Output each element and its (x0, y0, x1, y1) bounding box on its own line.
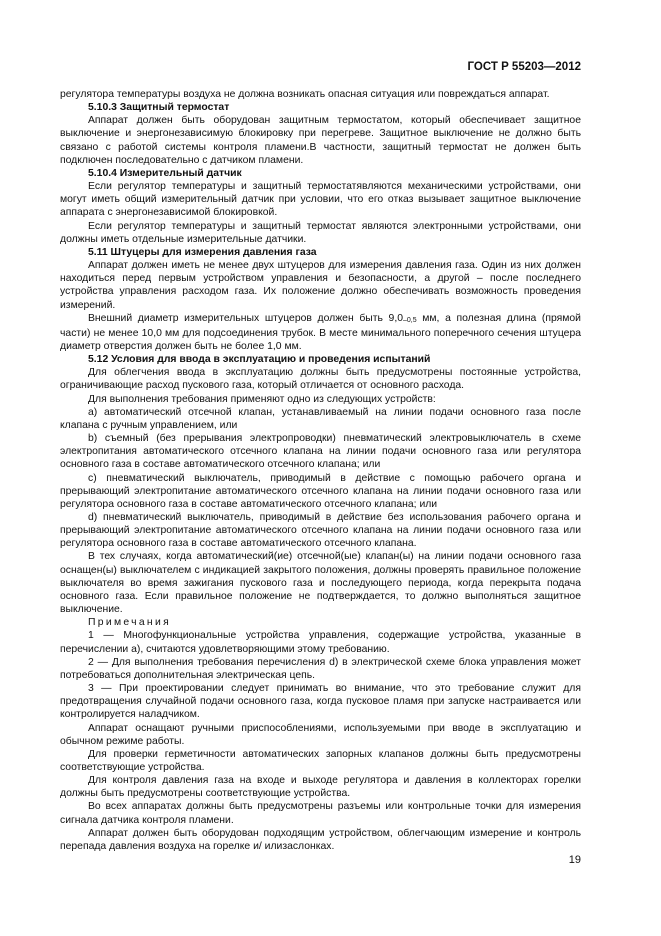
paragraph: В тех случаях, когда автоматический(ие) отсечной(ые) клапан(ы) на линии подачи основного газа оснащен(ы) выключателем с индикацией закрытого положения, должны проверять правильное положение выключателя во время зажигания пускового газа и последующего периода, когда перекрыта подача основного газа. Если правильное положение не подтверждается, то должно выполняться защитное выключение. (60, 551, 581, 616)
page-number: 19 (568, 854, 581, 866)
paragraph: Аппарат должен быть оборудован защитным термостатом, который обеспечивает защитное выключение и энергонезависимую блокировку при перегреве. Защитное выключение не должно быть связано с работой системы контроля пламени.В частности, защитный термостат не должен быть подключен последовательно с датчиком пламени. (60, 115, 581, 166)
paragraph: Аппарат оснащают ручными приспособлениями, используемыми при вводе в эксплуатацию и обычном режиме работы. (60, 722, 581, 747)
section-heading-5-10-3: 5.10.3 Защитный термостат (88, 102, 230, 114)
paragraph: Для контроля давления газа на входе и выходе регулятора и давления в коллекторах горелки должны быть предусмотрены соответствующие устройства. (60, 775, 581, 800)
list-item-a: а) автоматический отсечной клапан, устанавливаемый на линии подачи основного газа после клапана с ручным управлением, или (60, 406, 581, 431)
note-3: 3 — При проектировании следует принимать во внимание, что это требование служит для предотвращения случайной подачи основного газа, когда пусковое пламя при запуске настраивается или контролируется наладчиком. (60, 683, 581, 721)
note-1: 1 — Многофункциональные устройства управления, содержащие устройства, указанные в перечислении а), считаются удовлетворяющими этому требованию. (60, 630, 581, 655)
paragraph: регулятора температуры воздуха не должна возникать опасная ситуация или повреждаться аппарат. (60, 89, 550, 100)
paragraph: Аппарат должен иметь не менее двух штуцеров для измерения давления газа. Один из них должен находиться перед первым устройством управления и безопасности, а другой – после последнего устройства управления расходом газа. Их положение должно обеспечивать возможность проведения измерений. (60, 260, 581, 311)
paragraph: Если регулятор температуры и защитный термостатявляются механическими устройствами, они могут иметь общий измерительный датчик при условии, что его отказ вызывает защитное выключение аппарата с энергонезависимой блокировкой. (60, 181, 581, 219)
diameter-text-start: Внешний диаметр измерительных штуцеров должен быть 9,0 (88, 312, 403, 324)
paragraph-diameter (60, 312, 581, 353)
diameter-tolerance: –0,5 (403, 316, 417, 324)
document-header: ГОСТ Р 55203—2012 (467, 61, 581, 73)
notes-label: Примечания (88, 617, 171, 629)
list-item-b: b) съемный (без прерывания электропроводки) пневматический электровыключатель в схеме электропитания автоматического отсечного клапана на линии подачи основного газа или регулятора основного газа в составе автоматического отсечного клапана; или (60, 433, 581, 471)
list-item-d: d) пневматический выключатель, приводимый в действие без использования рабочего органа и прерывающий электропитание автоматического отсечного клапана на линии подачи основного газа или регулятора основного газа в составе автоматического отсечного клапана. (60, 512, 581, 550)
section-heading-5-12: 5.12 Условия для ввода в эксплуатацию и проведения испытаний (88, 354, 431, 366)
section-heading-5-11: 5.11 Штуцеры для измерения давления газа (88, 246, 317, 258)
section-heading-5-10-4: 5.10.4 Измерительный датчик (88, 167, 242, 179)
paragraph: Для проверки герметичности автоматических запорных клапанов должны быть предусмотрены соответствующие устройства. (60, 748, 581, 773)
paragraph: Для выполнения требования применяют одно из следующих устройств: (88, 393, 436, 405)
page-body (60, 88, 581, 853)
paragraph: Во всех аппаратах должны быть предусмотрены разъемы или контрольные точки для измерения сигнала датчика контроля пламени. (60, 801, 581, 826)
list-item-c: с) пневматический выключатель, приводимый в действие с помощью рабочего органа и прерывающий электропитание автоматического отсечного клапана на линии подачи основного газа или регулятора основного газа в составе автоматического отсечного клапана; или (60, 472, 581, 510)
paragraph: Если регулятор температуры и защитный термостат являются электронными устройствами, они должны иметь отдельные измерительные датчики. (60, 220, 581, 245)
diameter-text-end: мм, а полезная длина (прямой части) не менее 10,0 мм для подсоединения трубок. В месте минимального поперечного сечения штуцера диаметр отверстия должен быть не более 1,0 мм. (60, 312, 581, 352)
note-2: 2 — Для выполнения требования перечисления d) в электрической схеме блока управления может потребоваться дополнительная электрическая цепь. (60, 656, 581, 681)
paragraph: Аппарат должен быть оборудован подходящим устройством, облегчающим измерение и контроль перепада давления воздуха на горелке и/ илизаслонках. (60, 827, 581, 852)
paragraph: Для облегчения ввода в эксплуатацию должны быть предусмотрены постоянные устройства, ограничивающие расход пускового газа, который отличается от основного расхода. (60, 367, 581, 392)
